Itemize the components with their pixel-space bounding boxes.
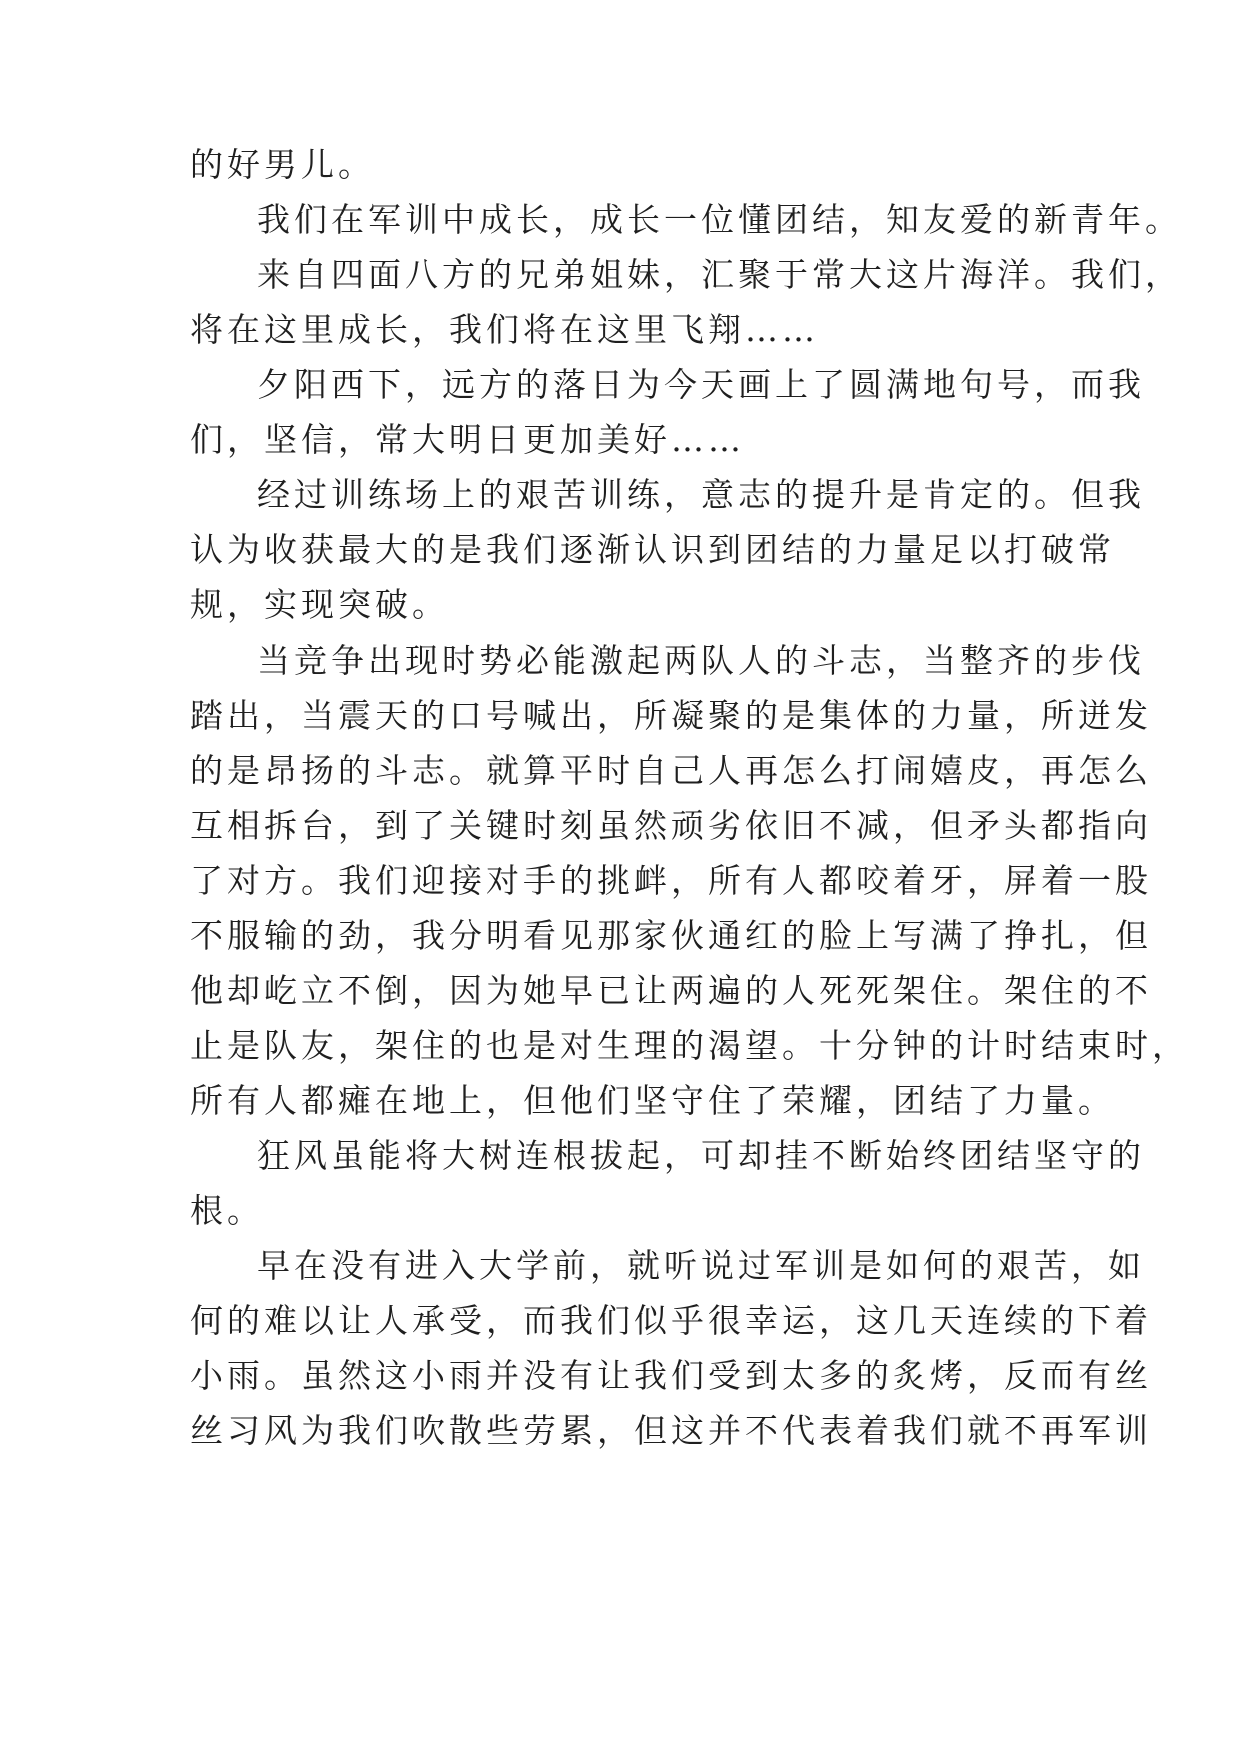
text-line: 们，坚信，常大明日更加美好……: [190, 420, 745, 459]
text-line: 的是昂扬的斗志。就算平时自己人再怎么打闹嬉皮，再怎么: [190, 751, 1152, 790]
text-line: 根。: [190, 1191, 264, 1230]
text-line: 规，实现突破。: [190, 585, 449, 624]
text-line: 止是队友，架住的也是对生理的渴望。十分钟的计时结束时，: [190, 1026, 1189, 1065]
paragraph-first-line: 来自四面八方的兄弟姐妹，汇聚于常大这片海洋。我们，: [257, 255, 1182, 294]
paragraph-first-line: 当竞争出现时势必能激起两队人的斗志，当整齐的步伐: [257, 641, 1145, 680]
text-line: 踏出，当震天的口号喊出，所凝聚的是集体的力量，所迸发: [190, 696, 1152, 735]
text-line: 小雨。虽然这小雨并没有让我们受到太多的炙烤，反而有丝: [190, 1356, 1152, 1395]
paragraph-first-line: 早在没有进入大学前，就听说过军训是如何的艰苦，如: [257, 1246, 1145, 1285]
text-line: 将在这里成长，我们将在这里飞翔……: [190, 310, 819, 349]
text-line: 的好男儿。: [190, 145, 375, 184]
paragraph-first-line: 夕阳西下，远方的落日为今天画上了圆满地句号，而我: [257, 365, 1145, 404]
text-line: 他却屹立不倒，因为她早已让两遍的人死死架住。架住的不: [190, 971, 1152, 1010]
text-line: 互相拆台，到了关键时刻虽然顽劣依旧不减，但矛头都指向: [190, 806, 1152, 845]
text-line: 所有人都瘫在地上，但他们坚守住了荣耀，团结了力量。: [190, 1081, 1115, 1120]
paragraph-first-line: 经过训练场上的艰苦训练，意志的提升是肯定的。但我: [257, 475, 1145, 514]
text-line: 不服输的劲，我分明看见那家伙通红的脸上写满了挣扎，但: [190, 916, 1152, 955]
paragraph-first-line: 我们在军训中成长，成长一位懂团结，知友爱的新青年。: [257, 200, 1182, 239]
text-line: 认为收获最大的是我们逐渐认识到团结的力量足以打破常: [190, 530, 1115, 569]
text-line: 何的难以让人承受，而我们似乎很幸运，这几天连续的下着: [190, 1301, 1152, 1340]
text-line: 了对方。我们迎接对手的挑衅，所有人都咬着牙，屏着一股: [190, 861, 1152, 900]
paragraph-first-line: 狂风虽能将大树连根拔起，可却挂不断始终团结坚守的: [257, 1136, 1145, 1175]
text-line: 丝习风为我们吹散些劳累，但这并不代表着我们就不再军训: [190, 1411, 1152, 1450]
